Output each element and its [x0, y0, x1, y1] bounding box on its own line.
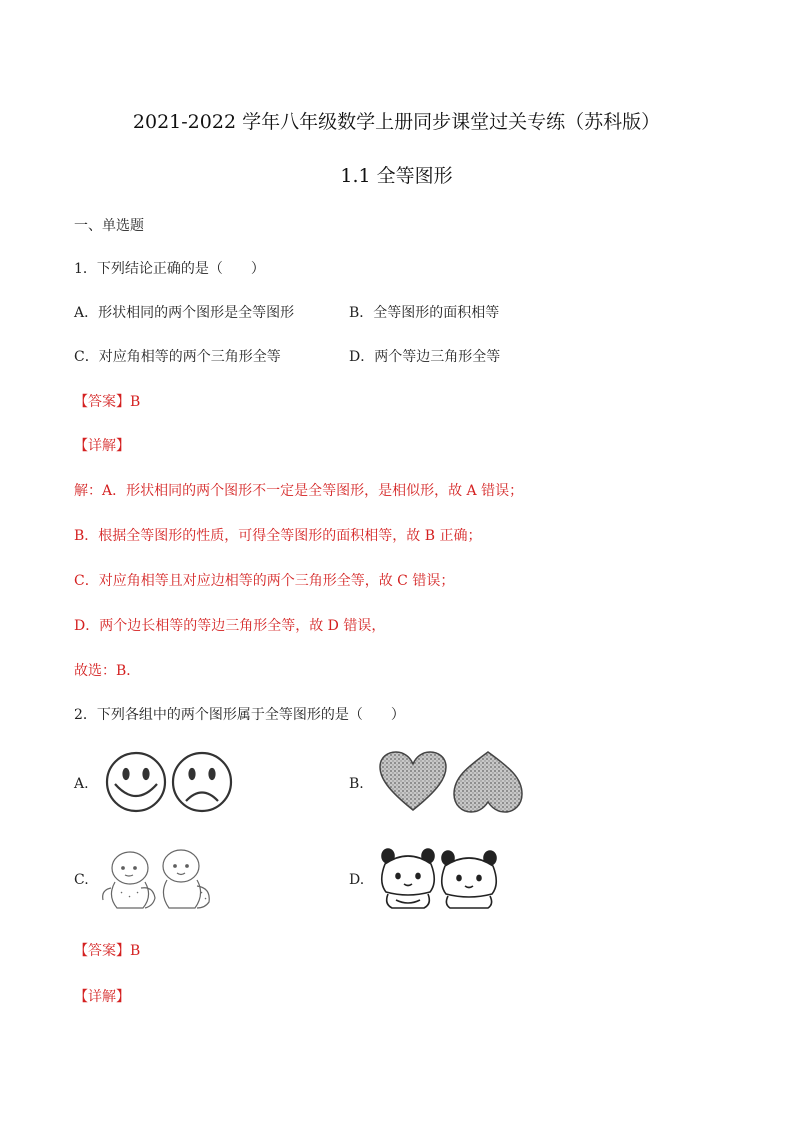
q1-option-a: A．形状相同的两个图形是全等图形	[74, 305, 295, 321]
q1-detail-label: 【详解】	[74, 438, 130, 454]
q2-answer: 【答案】B	[74, 943, 141, 959]
smiley-frowny-figure	[100, 748, 240, 814]
q2-detail-label: 【详解】	[74, 989, 130, 1005]
q2-option-a-letter: A.	[74, 776, 89, 792]
two-turtles-figure	[97, 848, 215, 912]
main-title: 2021-2022 学年八年级数学上册同步课堂过关专练（苏科版）	[132, 111, 661, 133]
q1-explanation-line: 解：A．形状相同的两个图形不一定是全等图形，是相似形，故 A 错误；	[74, 483, 524, 499]
q2-stem: 2．下列各组中的两个图形属于全等图形的是（ ）	[74, 707, 405, 723]
q2-option-c-letter: C.	[74, 872, 89, 888]
heart-icon	[454, 752, 522, 812]
q2-option-d-letter: D.	[349, 872, 365, 888]
frowny-face-icon	[173, 753, 231, 811]
sub-title: 1.1 全等图形	[340, 165, 453, 187]
q1-explanation-line: 故选：B．	[74, 663, 141, 679]
smiley-face-icon	[107, 753, 165, 811]
q1-explanation-line: C．对应角相等且对应边相等的两个三角形全等，故 C 错误；	[74, 573, 455, 589]
q1-answer: 【答案】B	[74, 394, 141, 410]
turtle-icon	[163, 850, 209, 908]
q1-explanation-line: D．两个边长相等的等边三角形全等，故 D 错误，	[74, 618, 386, 634]
q1-stem: 1．下列结论正确的是（ ）	[74, 261, 265, 277]
heart-icon	[380, 752, 446, 810]
two-hearts-figure	[378, 750, 523, 814]
section-heading: 一、单选题	[74, 218, 144, 234]
panda-icon	[382, 849, 435, 908]
q1-option-b: B．全等图形的面积相等	[349, 305, 500, 321]
turtle-icon	[103, 852, 155, 908]
panda-icon	[442, 851, 497, 908]
two-pandas-figure	[380, 846, 498, 912]
q1-option-d: D．两个等边三角形全等	[349, 349, 501, 365]
q1-explanation-line: B．根据全等图形的性质，可得全等图形的面积相等，故 B 正确；	[74, 528, 482, 544]
q1-option-c: C．对应角相等的两个三角形全等	[74, 349, 281, 365]
q2-option-b-letter: B.	[349, 776, 364, 792]
